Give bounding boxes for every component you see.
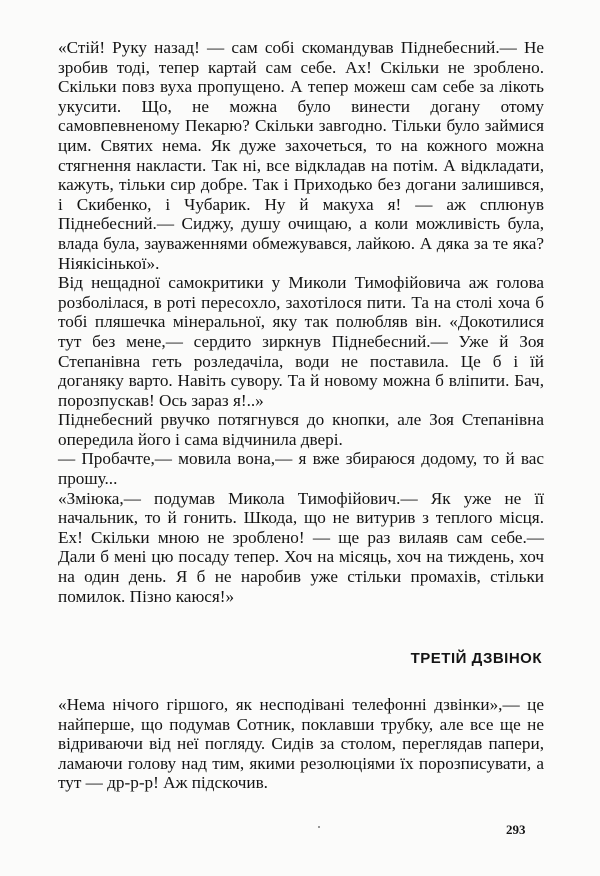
- paragraph-1: «Стій! Руку назад! — сам собі скомандував Піднебесний.— Не зробив тоді, тепер картай сам себе. Ах! Скільки не зроблено. Скільки повз вуха пропущено. А тепер можеш сам себе за лікоть укусити. Що, не можна було винести догану отому самовпевненому Пекарю? Скільки завгодно. Тільки було займися цим. Святих нема. Як дуже захочеться, то на кожного можна стягнення накласти. Так ні, все відкладав на потім. А відкладати, кажуть, тільки сир добре. Так і Приходько без догани залишився, і Скибенко, і Чубарик. Ну й макуха я! — аж сплюнув Піднебесний.— Сиджу, душу очищаю, а коли можливість була, влада була, зауваженнями обмежувався, лайкою. А дяка за те яка? Ніякісінької».: [58, 38, 544, 273]
- print-speck: [318, 826, 320, 828]
- paragraph-3: Піднебесний рвучко потягнувся до кнопки, але Зоя Степанівна опередила його і сама відчинила двері.: [58, 410, 544, 449]
- body-text: [58, 38, 544, 606]
- section-body: [58, 695, 544, 793]
- section-paragraph: «Нема нічого гіршого, як несподівані телефонні дзвінки»,— це найперше, що подумав Сотник, поклавши трубку, але все ще не відриваючи від неї погляду. Сидів за столом, переглядав папери, ламаючи голову над тим, якими резолюціями їх порозписувати, а тут — др-р-р! Аж підскочив.: [58, 695, 544, 793]
- paragraph-4: — Пробачте,— мовила вона,— я вже збираюся додому, то й вас прошу...: [58, 449, 544, 489]
- page-number: 293: [506, 822, 526, 837]
- section-heading: ТРЕТІЙ ДЗВІНОК: [410, 650, 542, 667]
- paragraph-2: Від нещадної самокритики у Миколи Тимофійовича аж голова розболілася, в роті пересохло, захотілося пити. Та на столі хоча б тобі пляшечка мінеральної, яку так полюбляв він. «Докотилися тут без мене,— сердито зиркнув Піднебесний.— Уже й Зоя Степанівна геть розледачіла, води не поставила. Це б і їй доганяку варто. Навіть сувору. Та й новому можна б вліпити. Бач, порозпускав! Ось зараз я!..»: [58, 273, 544, 410]
- paragraph-5: «Зміюка,— подумав Микола Тимофійович.— Як уже не її начальник, то й гонить. Шкода, що не витурив з теплого місця. Ех! Скільки мною не зроблено! — ще раз вилаяв сам себе.— Дали б мені цю посаду тепер. Хоч на місяць, хоч на тиждень, хоч на один день. Я б не наробив уже стільки промахів, стільки помилок. Пізно каюся!»: [58, 488, 544, 606]
